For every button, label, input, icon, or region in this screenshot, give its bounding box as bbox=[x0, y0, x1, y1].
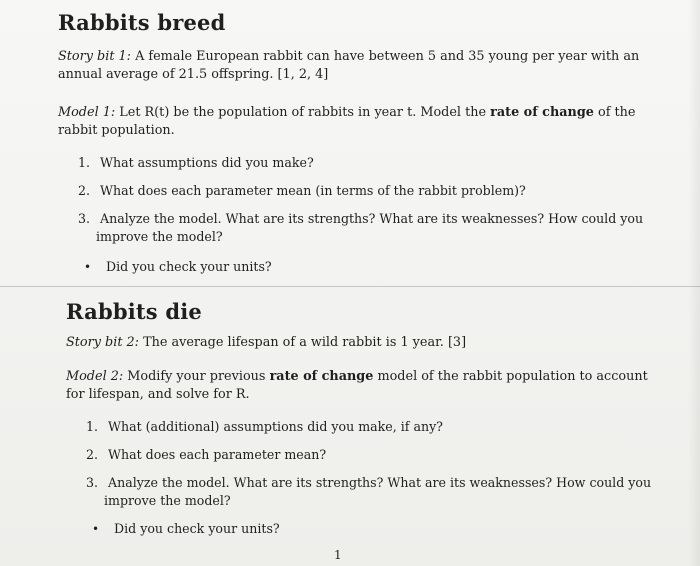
section2-model-text-a: Modify your previous bbox=[127, 369, 266, 384]
page-number: 1 bbox=[334, 548, 342, 562]
section1-bullet bbox=[84, 258, 272, 276]
question-text: What assumptions did you make? bbox=[100, 155, 314, 170]
section2-model-text-b: model of the rabbit population to account bbox=[377, 369, 648, 384]
question-number: 3. bbox=[78, 211, 91, 226]
question-text: What (additional) assumptions did you make, if any? bbox=[108, 419, 443, 434]
section2-question-2 bbox=[86, 446, 326, 464]
section1-story-label: Story bit 1: bbox=[58, 49, 131, 64]
section1-model-line1 bbox=[58, 104, 636, 122]
section1-story-line2: annual average of 21.5 offspring. [1, 2, 4] bbox=[58, 67, 329, 82]
bullet-text: Did you check your units? bbox=[114, 521, 280, 536]
section1-title: Rabbits breed bbox=[58, 10, 226, 35]
bullet-text: Did you check your units? bbox=[106, 259, 272, 274]
page-fold-line bbox=[0, 286, 700, 287]
question-text: What does each parameter mean (in terms of the rabbit problem)? bbox=[100, 183, 526, 198]
section2-story-text: The average lifespan of a wild rabbit is 1 year. [3] bbox=[143, 335, 467, 350]
question-number: 1. bbox=[86, 419, 99, 434]
bullet-icon: • bbox=[92, 522, 100, 536]
section1-question-3-line2: improve the model? bbox=[96, 229, 223, 244]
section1-model-text-a: Let R(t) be the population of rabbits in year t. Model the bbox=[119, 105, 487, 120]
section2-story-line bbox=[66, 334, 466, 352]
question-text: What does each parameter mean? bbox=[108, 447, 327, 462]
section2-model-line1 bbox=[66, 368, 648, 386]
question-number: 3. bbox=[86, 475, 99, 490]
question-number: 2. bbox=[86, 447, 99, 462]
section2-question-3-line2: improve the model? bbox=[104, 493, 231, 508]
section2-model-label: Model 2: bbox=[66, 369, 124, 384]
section1-question-1 bbox=[78, 154, 314, 172]
section1-story-text-line1: A female European rabbit can have between 5 and 35 young per year with an bbox=[135, 49, 640, 64]
page-shadow bbox=[688, 0, 700, 566]
question-number: 2. bbox=[78, 183, 91, 198]
section1-question-2 bbox=[78, 182, 526, 200]
section2-title: Rabbits die bbox=[66, 299, 202, 324]
section2-bullet bbox=[92, 520, 280, 538]
section2-question-3 bbox=[86, 474, 651, 492]
section1-model-line2: rabbit population. bbox=[58, 123, 175, 138]
section2-story-label: Story bit 2: bbox=[66, 335, 139, 350]
section2-question-1 bbox=[86, 418, 443, 436]
section1-model-text-b: of the bbox=[598, 105, 636, 120]
section1-question-3 bbox=[78, 210, 643, 228]
section2-model-line2: for lifespan, and solve for R. bbox=[66, 387, 250, 402]
bullet-icon: • bbox=[84, 260, 92, 274]
question-text: Analyze the model. What are its strengths? What are its weaknesses? How could you bbox=[100, 211, 644, 226]
section1-model-rate-of-change: rate of change bbox=[490, 105, 594, 120]
section1-model-label: Model 1: bbox=[58, 105, 116, 120]
section2-model-rate-of-change: rate of change bbox=[269, 369, 374, 384]
question-text: Analyze the model. What are its strengths? What are its weaknesses? How could you bbox=[108, 475, 652, 490]
section1-story-line1 bbox=[58, 48, 639, 66]
question-number: 1. bbox=[78, 155, 91, 170]
